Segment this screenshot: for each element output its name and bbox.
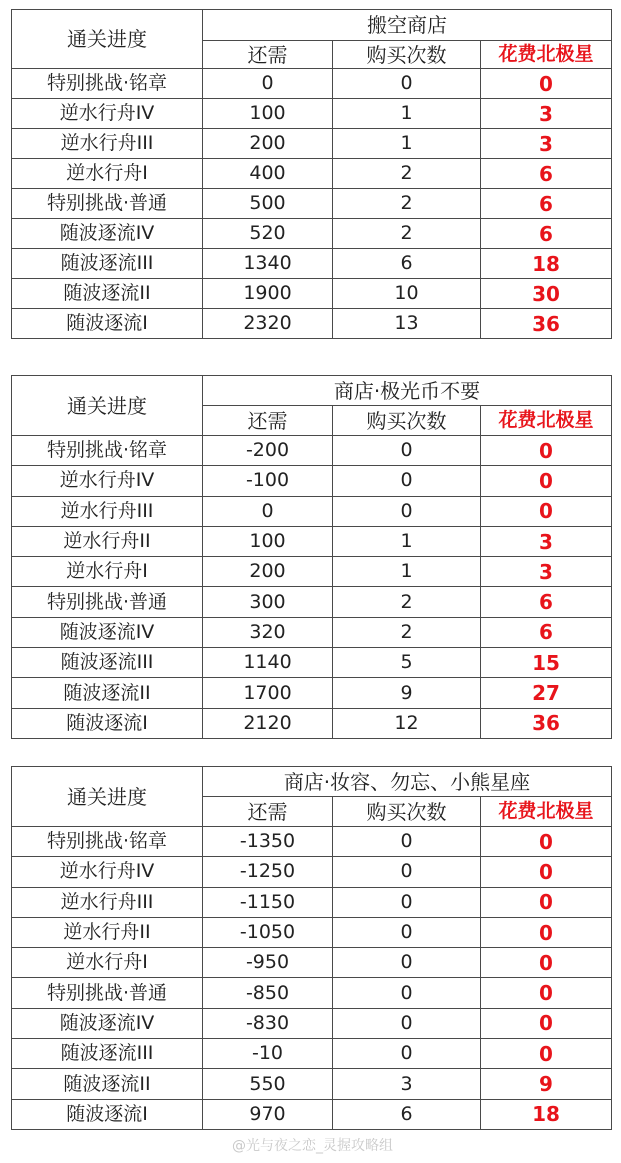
need-cell: 300 <box>203 587 333 617</box>
progress-cell: 逆水行舟IV <box>12 466 203 496</box>
need-cell: -1150 <box>203 887 333 917</box>
need-cell: 520 <box>203 219 333 249</box>
table-row <box>12 587 612 617</box>
progress-cell: 特别挑战·普通 <box>12 587 203 617</box>
cost-cell: 30 <box>481 279 612 309</box>
times-cell: 1 <box>333 557 481 587</box>
cost-cell: 3 <box>481 99 612 129</box>
progress-cell: 随波逐流IV <box>12 617 203 647</box>
times-cell: 2 <box>333 617 481 647</box>
cost-cell: 9 <box>481 1069 612 1099</box>
table-row <box>12 189 612 219</box>
cost-cell: 3 <box>481 557 612 587</box>
times-cell: 0 <box>333 69 481 99</box>
table-row <box>12 617 612 647</box>
progress-cell: 随波逐流IV <box>12 1008 203 1038</box>
cost-cell: 0 <box>481 887 612 917</box>
header-cost: 花费北极星 <box>481 797 612 827</box>
progress-cell: 随波逐流III <box>12 1039 203 1069</box>
need-cell: 2120 <box>203 708 333 738</box>
need-cell: -1050 <box>203 917 333 947</box>
times-cell: 0 <box>333 1039 481 1069</box>
times-cell: 0 <box>333 917 481 947</box>
cost-cell: 0 <box>481 917 612 947</box>
table-row <box>12 309 612 339</box>
need-cell: 500 <box>203 189 333 219</box>
cost-cell: 3 <box>481 526 612 556</box>
need-cell: 1700 <box>203 678 333 708</box>
table-row <box>12 99 612 129</box>
shop-table-2 <box>11 375 612 739</box>
cost-cell: 0 <box>481 436 612 466</box>
progress-cell: 逆水行舟III <box>12 129 203 159</box>
table-row <box>12 678 612 708</box>
times-cell: 2 <box>333 159 481 189</box>
progress-cell: 随波逐流I <box>12 309 203 339</box>
shop-title: 商店·妆容、勿忘、小熊星座 <box>203 767 612 797</box>
cost-cell: 0 <box>481 948 612 978</box>
header-need: 还需 <box>203 797 333 827</box>
need-cell: 1900 <box>203 279 333 309</box>
times-cell: 9 <box>333 678 481 708</box>
header-progress: 通关进度 <box>12 376 203 436</box>
shop-table-1 <box>11 9 612 339</box>
header-progress: 通关进度 <box>12 10 203 69</box>
progress-cell: 随波逐流I <box>12 708 203 738</box>
times-cell: 10 <box>333 279 481 309</box>
need-cell: -100 <box>203 466 333 496</box>
need-cell: 0 <box>203 69 333 99</box>
times-cell: 0 <box>333 827 481 857</box>
times-cell: 0 <box>333 857 481 887</box>
cost-cell: 0 <box>481 496 612 526</box>
need-cell: 200 <box>203 557 333 587</box>
table-row <box>12 1069 612 1099</box>
need-cell: -200 <box>203 436 333 466</box>
need-cell: -830 <box>203 1008 333 1038</box>
cost-cell: 15 <box>481 648 612 678</box>
table-row <box>12 279 612 309</box>
table-row <box>12 249 612 279</box>
cost-cell: 0 <box>481 827 612 857</box>
table-row <box>12 436 612 466</box>
progress-cell: 随波逐流III <box>12 249 203 279</box>
table-row <box>12 857 612 887</box>
need-cell: 100 <box>203 526 333 556</box>
need-cell: 100 <box>203 99 333 129</box>
cost-cell: 0 <box>481 69 612 99</box>
times-cell: 1 <box>333 129 481 159</box>
cost-cell: 0 <box>481 1039 612 1069</box>
need-cell: 320 <box>203 617 333 647</box>
table-row <box>12 648 612 678</box>
table-row <box>12 1039 612 1069</box>
cost-cell: 3 <box>481 129 612 159</box>
need-cell: 0 <box>203 496 333 526</box>
cost-cell: 18 <box>481 249 612 279</box>
cost-cell: 0 <box>481 857 612 887</box>
table-row <box>12 917 612 947</box>
table-row <box>12 526 612 556</box>
table-row <box>12 466 612 496</box>
table-row <box>12 219 612 249</box>
times-cell: 2 <box>333 189 481 219</box>
progress-cell: 随波逐流III <box>12 648 203 678</box>
times-cell: 0 <box>333 466 481 496</box>
progress-cell: 逆水行舟IV <box>12 857 203 887</box>
times-cell: 0 <box>333 1008 481 1038</box>
cost-cell: 6 <box>481 159 612 189</box>
header-need: 还需 <box>203 406 333 436</box>
cost-cell: 0 <box>481 978 612 1008</box>
progress-cell: 逆水行舟I <box>12 159 203 189</box>
progress-cell: 逆水行舟II <box>12 917 203 947</box>
header-need: 还需 <box>203 41 333 69</box>
progress-cell: 逆水行舟IV <box>12 99 203 129</box>
cost-cell: 6 <box>481 189 612 219</box>
need-cell: 400 <box>203 159 333 189</box>
cost-cell: 36 <box>481 309 612 339</box>
progress-cell: 逆水行舟III <box>12 887 203 917</box>
times-cell: 0 <box>333 496 481 526</box>
progress-cell: 随波逐流II <box>12 279 203 309</box>
times-cell: 0 <box>333 978 481 1008</box>
progress-cell: 逆水行舟III <box>12 496 203 526</box>
progress-cell: 特别挑战·铭章 <box>12 436 203 466</box>
shop-table-3 <box>11 766 612 1130</box>
progress-cell: 逆水行舟I <box>12 948 203 978</box>
need-cell: 1340 <box>203 249 333 279</box>
times-cell: 13 <box>333 309 481 339</box>
shop-title: 商店·极光币不要 <box>203 376 612 406</box>
header-progress: 通关进度 <box>12 767 203 827</box>
table-row <box>12 978 612 1008</box>
table-row <box>12 496 612 526</box>
times-cell: 3 <box>333 1069 481 1099</box>
times-cell: 5 <box>333 648 481 678</box>
cost-cell: 6 <box>481 587 612 617</box>
cost-cell: 0 <box>481 1008 612 1038</box>
need-cell: 550 <box>203 1069 333 1099</box>
need-cell: 970 <box>203 1099 333 1129</box>
times-cell: 6 <box>333 249 481 279</box>
table-row <box>12 1008 612 1038</box>
table-row <box>12 1099 612 1129</box>
need-cell: 1140 <box>203 648 333 678</box>
times-cell: 2 <box>333 219 481 249</box>
times-cell: 0 <box>333 436 481 466</box>
table-row <box>12 827 612 857</box>
table-row <box>12 159 612 189</box>
times-cell: 0 <box>333 887 481 917</box>
cost-cell: 6 <box>481 219 612 249</box>
progress-cell: 随波逐流I <box>12 1099 203 1129</box>
times-cell: 12 <box>333 708 481 738</box>
times-cell: 1 <box>333 526 481 556</box>
progress-cell: 特别挑战·普通 <box>12 978 203 1008</box>
header-times: 购买次数 <box>333 797 481 827</box>
table-row <box>12 708 612 738</box>
progress-cell: 随波逐流IV <box>12 219 203 249</box>
header-times: 购买次数 <box>333 406 481 436</box>
times-cell: 6 <box>333 1099 481 1129</box>
watermark: @光与夜之恋_灵握攻略组 <box>232 1138 393 1154</box>
header-cost: 花费北极星 <box>481 41 612 69</box>
table-row <box>12 948 612 978</box>
cost-cell: 6 <box>481 617 612 647</box>
need-cell: -10 <box>203 1039 333 1069</box>
need-cell: -1250 <box>203 857 333 887</box>
need-cell: -850 <box>203 978 333 1008</box>
progress-cell: 特别挑战·铭章 <box>12 69 203 99</box>
progress-cell: 逆水行舟II <box>12 526 203 556</box>
table-row <box>12 129 612 159</box>
times-cell: 1 <box>333 99 481 129</box>
shop-title: 搬空商店 <box>203 10 612 41</box>
progress-cell: 随波逐流II <box>12 1069 203 1099</box>
table-row <box>12 887 612 917</box>
cost-cell: 27 <box>481 678 612 708</box>
cost-cell: 0 <box>481 466 612 496</box>
times-cell: 0 <box>333 948 481 978</box>
need-cell: 200 <box>203 129 333 159</box>
progress-cell: 随波逐流II <box>12 678 203 708</box>
table-row <box>12 69 612 99</box>
times-cell: 2 <box>333 587 481 617</box>
need-cell: -1350 <box>203 827 333 857</box>
need-cell: -950 <box>203 948 333 978</box>
progress-cell: 逆水行舟I <box>12 557 203 587</box>
cost-cell: 18 <box>481 1099 612 1129</box>
header-times: 购买次数 <box>333 41 481 69</box>
cost-cell: 36 <box>481 708 612 738</box>
need-cell: 2320 <box>203 309 333 339</box>
progress-cell: 特别挑战·铭章 <box>12 827 203 857</box>
progress-cell: 特别挑战·普通 <box>12 189 203 219</box>
header-cost: 花费北极星 <box>481 406 612 436</box>
table-row <box>12 557 612 587</box>
